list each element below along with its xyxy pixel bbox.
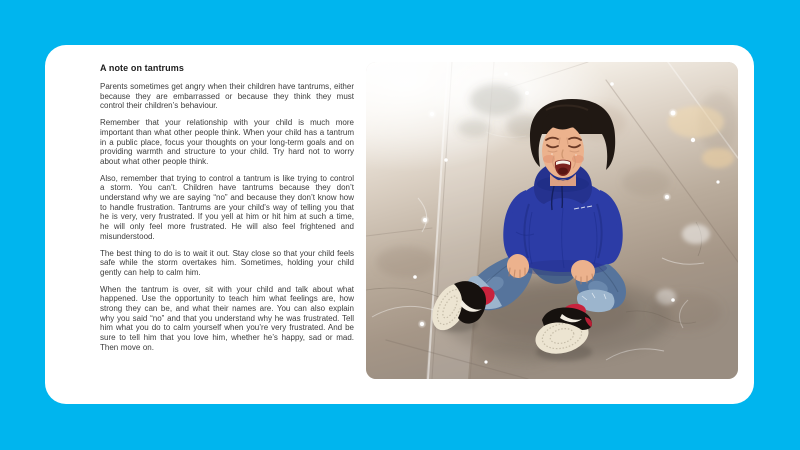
paragraph-2: Remember that your relationship with your child is much more important than what other people think. When your child has a tantrum in a public place, focus your thoughts on your long-term goals and on providing warmth and structure to your child. Try hard not to worry about what other people think.: [100, 118, 354, 166]
article-text-column: [100, 63, 354, 360]
paragraph-4: The best thing to do is to wait it out. Stay close so that your child feels safe while the storm overtakes him. Sometimes, holding your child gently can help to calm him.: [100, 248, 354, 277]
content-card: [45, 45, 754, 404]
paragraph-3: Also, remember that trying to control a tantrum is like trying to control a storm. You can’t. Children have tantrums because they don’t understand why we are saying “no” and because they don’t know how to handle frustration. Tantrums are your child’s way of telling you that he is very, very frustrated. If you yell at him or hit him at such a time, he will only feel more frustrated. He will also feel frightened and misunderstood.: [100, 173, 354, 241]
photo-frame: [366, 62, 738, 379]
child-photo: [366, 62, 738, 379]
page-title: A note on tantrums: [100, 63, 184, 73]
paragraph-5: When the tantrum is over, sit with your child and talk about what happened. Use the opportunity to teach him what feelings are, how strong they can be, and what their names are. You can also explain why you said “no” and that you understand why he was frustrated. Tell him what you do to calm yourself when you’re very frustrated. And be sure to tell him that you love him, whether he’s happy, sad or mad. Then move on.: [100, 284, 354, 352]
paragraph-1: Parents sometimes get angry when their children have tantrums, either because they are embarrassed or because they think they must control their children’s behaviour.: [100, 82, 354, 111]
